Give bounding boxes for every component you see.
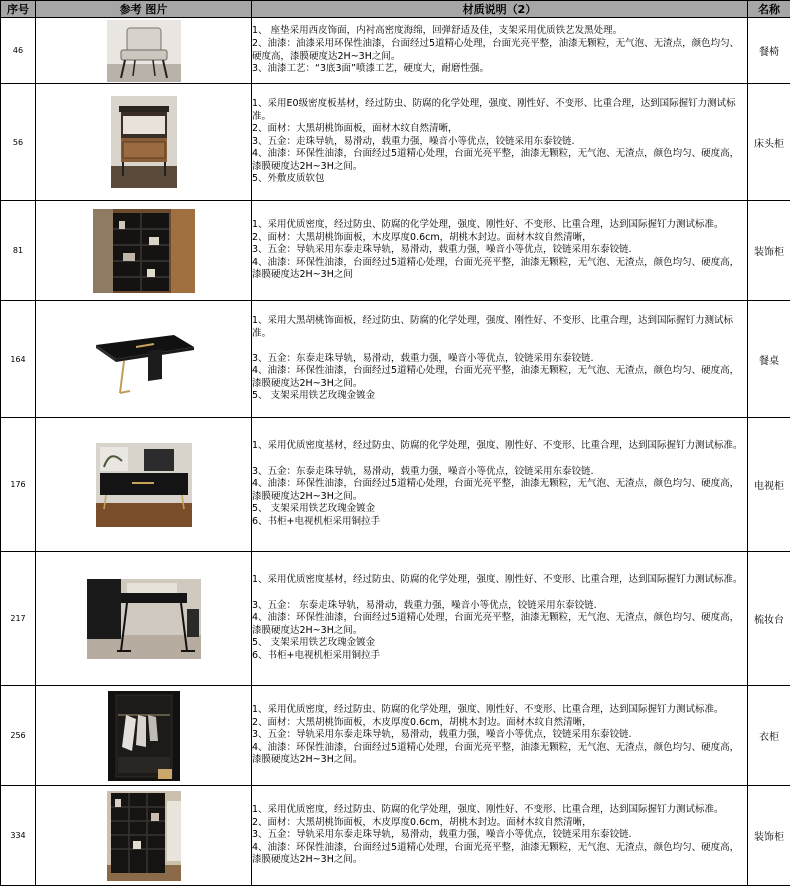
material-description (252, 418, 748, 552)
item-name: 衣柜 (748, 686, 790, 786)
material-line (252, 587, 747, 600)
row-no: 217 (1, 552, 36, 686)
table-row (1, 201, 790, 301)
material-line: 5、外敷皮质软包 (252, 173, 325, 185)
header-row (1, 1, 790, 18)
item-name: 餐椅 (748, 18, 790, 84)
wardrobe-photo (108, 691, 180, 781)
item-name: 梳妆台 (748, 552, 790, 686)
material-line: 2、面材：大黑胡桃饰面板，面材木纹自然清晰， (252, 123, 458, 135)
material-description (252, 84, 748, 201)
material-line: 2、面材：大黑胡桃饰面板，木皮厚度0.6cm，胡桃木封边。面材木纹自然清晰， (252, 716, 592, 728)
material-line: 1、采用优质密度，经过防虫、防腐的化学处理，强度、刚性好、不变形、比重合理，达到国际握钉力测试标准。 (252, 804, 724, 816)
header-no: 序号 (1, 1, 36, 18)
material-line (252, 453, 747, 466)
display-cabinet-photo (93, 209, 195, 293)
material-line: 3、五金：导轨采用东泰走珠导轨，易滑动，载重力强，噪音小等优点，铰链采用东泰铰链. (252, 829, 632, 841)
material-line: 4、油漆：环保性油漆，台面经过5道精心处理，台面光亮平整，油漆无颗粒，无气泡、无渣点，颜色均匀、硬度高，漆膜硬度达2H~3H之间。 (252, 148, 740, 172)
material-line: 4、油漆：环保性油漆，台面经过5道精心处理，台面光亮平整，油漆无颗粒，无气泡、无渣点，颜色均匀、硬度高，漆膜硬度达2H~3H之间 (252, 256, 740, 281)
material-line: 4、油漆：环保性油漆，台面经过5道精心处理，台面光亮平整，油漆无颗粒，无气泡、无渣点，颜色均匀、硬度高，漆膜硬度达2H~3H之间。 (252, 478, 740, 502)
header-material: 材质说明（2） (252, 1, 748, 18)
material-line: 1、采用大黑胡桃饰面板，经过防虫、防腐的化学处理，强度、刚性好、不变形、比重合理，达到国际握钉力测试标准。 (252, 314, 734, 339)
table-row (1, 84, 790, 201)
material-line: 3、五金：导轨采用东泰走珠导轨，易滑动，载重力强，噪音小等优点，铰链采用东泰铰链. (252, 244, 632, 256)
row-no: 176 (1, 418, 36, 552)
dining-chair-photo (107, 20, 181, 82)
material-line: 6、书柜+电视机柜采用铜拉手 (252, 515, 381, 527)
dining-table-photo (90, 321, 198, 397)
material-line: 1、采用优质密度基材，经过防虫、防腐的化学处理，强度、刚性好、不变形、比重合理，达到国际握钉力测试标准。 (252, 440, 743, 452)
table-row (1, 786, 790, 886)
row-no: 46 (1, 18, 36, 84)
row-no: 81 (1, 201, 36, 301)
row-no: 56 (1, 84, 36, 201)
material-line: 1、采用优质密度，经过防虫、防腐的化学处理，强度、刚性好、不变形、比重合理，达到国际握钉力测试标准。 (252, 219, 724, 231)
table-row (1, 552, 790, 686)
dressing-table-photo (87, 579, 201, 659)
table-row (1, 18, 790, 84)
material-line: 5、 支架采用铁艺玫瑰金镀金 (252, 390, 376, 402)
material-description (252, 301, 748, 418)
material-line: 3、五金：导轨采用东泰走珠导轨，易滑动，载重力强，噪音小等优点，铰链采用东泰铰链. (252, 729, 632, 741)
material-line: 3、五金： 东泰走珠导轨，易滑动，载重力强，噪音小等优点，铰链采用东泰铰链. (252, 599, 597, 611)
row-no: 334 (1, 786, 36, 886)
material-line: 4、油漆：环保性油漆，台面经过5道精心处理，台面光亮平整，油漆无颗粒，无气泡、无渣点，颜色均匀、硬度高，漆膜硬度达2H~3H之间。 (252, 612, 740, 636)
material-line: 4、油漆：环保性油漆，台面经过5道精心处理，台面光亮平整，油漆无颗粒，无气泡、无渣点，颜色均匀、硬度高，漆膜硬度达2H~3H之间。 (252, 365, 740, 389)
material-line: 2、面材：大黑胡桃饰面板，木皮厚度0.6cm，胡桃木封边。面材木纹自然清晰， (252, 816, 592, 828)
material-line: 1、采用优质密度，经过防虫、防腐的化学处理，强度、刚性好、不变形、比重合理，达到国际握钉力测试标准。 (252, 704, 724, 716)
material-line: 3、五金：东泰走珠导轨，易滑动，载重力强，噪音小等优点，铰链采用东泰铰链. (252, 352, 594, 364)
item-name: 装饰柜 (748, 786, 790, 886)
material-line: 1、采用优质密度基材，经过防虫、防腐的化学处理，强度、刚性好、不变形、比重合理，达到国际握钉力测试标准。 (252, 574, 743, 586)
material-description (252, 552, 748, 686)
material-line: 2、油漆：油漆采用环保性油漆，台面经过5道精心处理，台面光亮平整，油漆无颗粒，无气泡、无渣点，颜色均匀、硬度高，漆膜硬度达2H~3H之间。 (252, 37, 740, 62)
material-line: 4、油漆：环保性油漆，台面经过5道精心处理，台面光亮平整，油漆无颗粒，无气泡、无渣点，颜色均匀、硬度高，漆膜硬度达2H~3H之间。 (252, 741, 740, 766)
row-no: 256 (1, 686, 36, 786)
material-description (252, 686, 748, 786)
material-line: 2、面材：大黑胡桃饰面板，木皮厚度0.6cm，胡桃木封边。面材木纹自然清晰， (252, 231, 592, 243)
item-name: 电视柜 (748, 418, 790, 552)
material-line: 1、采用E0级密度板基材，经过防虫、防腐的化学处理，强度、刚性好、不变形、比重合理，达到国际握钉力测试标准。 (252, 97, 736, 122)
material-line: 5、 支架采用铁艺玫瑰金镀金 (252, 637, 376, 649)
table-row (1, 301, 790, 418)
item-name: 餐桌 (748, 301, 790, 418)
material-description (252, 201, 748, 301)
material-line: 3、油漆工艺：“3底3面”喷漆工艺，硬度大，耐磨性强。 (252, 63, 489, 75)
material-description (252, 18, 748, 84)
item-name: 装饰柜 (748, 201, 790, 301)
material-line: 4、油漆：环保性油漆，台面经过5道精心处理，台面光亮平整，油漆无颗粒，无气泡、无渣点，颜色均匀、硬度高，漆膜硬度达2H~3H之间。 (252, 841, 740, 866)
material-line: 6、书柜+电视机柜采用铜拉手 (252, 649, 381, 661)
material-line: 3、五金：走珠导轨，易滑动，载重力强，噪音小等优点，铰链采用东泰铰链. (252, 135, 575, 147)
nightstand-photo (111, 96, 177, 188)
material-line (252, 340, 747, 353)
header-image: 参考 图片 (36, 1, 252, 18)
item-name: 床头柜 (748, 84, 790, 201)
table-row (1, 418, 790, 552)
material-line: 5、 支架采用铁艺玫瑰金镀金 (252, 503, 376, 515)
material-description (252, 786, 748, 886)
row-no: 164 (1, 301, 36, 418)
material-line: 3、五金：东泰走珠导轨，易滑动，载重力强，噪音小等优点，铰链采用东泰铰链. (252, 465, 594, 477)
tv-cabinet-photo (96, 443, 192, 527)
table-row (1, 686, 790, 786)
material-line: 1、 座垫采用西皮饰面，内衬高密度海绵，回弹舒适及佳，支架采用优质铁艺发黑处理。 (252, 25, 623, 37)
bookshelf-photo (107, 791, 181, 881)
header-name: 名称 (748, 1, 790, 18)
